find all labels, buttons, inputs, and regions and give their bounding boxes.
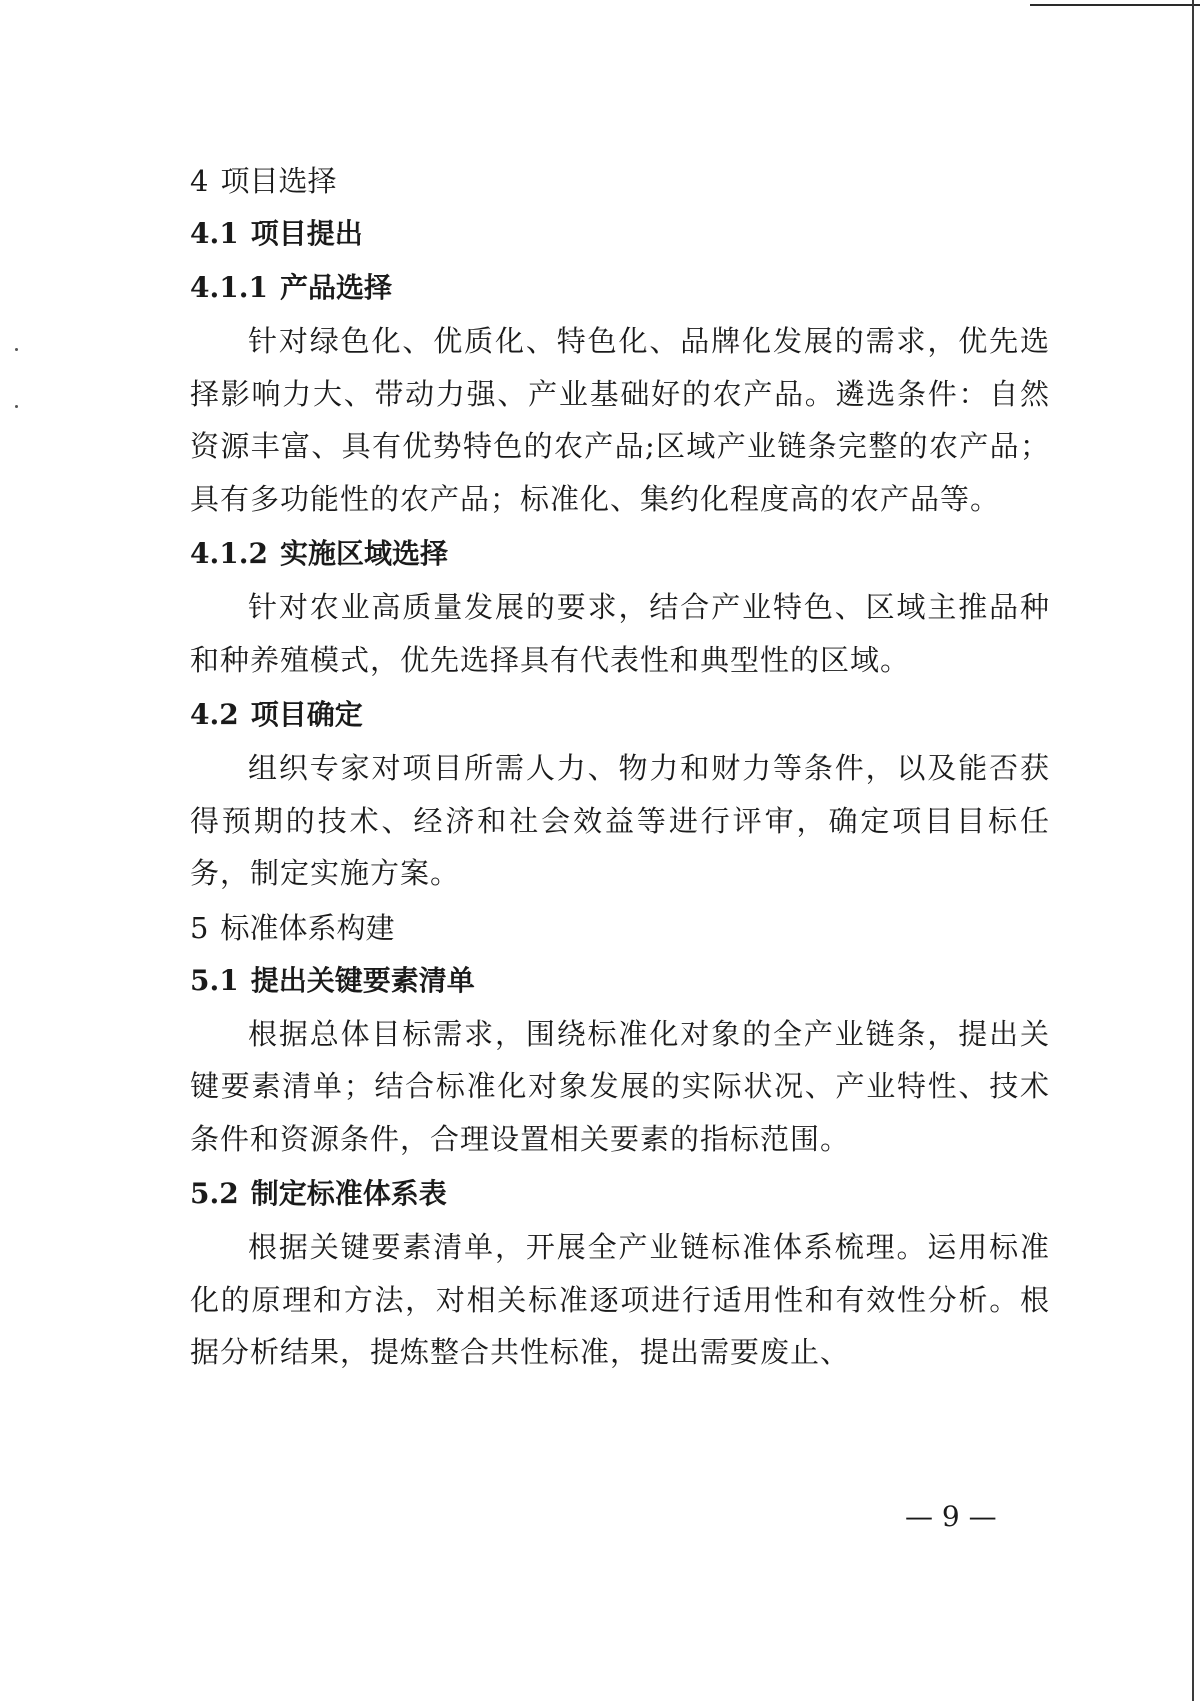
section-number: 5 xyxy=(190,910,209,945)
scan-artifact-right-edge xyxy=(1192,0,1194,1701)
scan-artifact-dot xyxy=(15,405,18,408)
subsection-heading xyxy=(190,1167,1050,1221)
subsection-heading xyxy=(190,954,1050,1008)
section-title: 项目确定 xyxy=(250,698,363,731)
document-page xyxy=(190,155,1050,1381)
body-paragraph: 根据关键要素清单，开展全产业链标准体系梳理。运用标准化的原理和方法，对相关标准逐项进行适用性和有效性分析。根据分析结果，提炼整合共性标准，提出需要废止、 xyxy=(190,1230,1050,1369)
scan-artifact-dot xyxy=(15,348,18,351)
section-number: 4.1.2 xyxy=(190,537,268,570)
section-heading xyxy=(190,155,1050,207)
section-title: 产品选择 xyxy=(279,271,392,304)
section-number: 4.2 xyxy=(190,698,239,731)
section-heading xyxy=(190,902,1050,954)
section-title: 项目提出 xyxy=(250,217,363,250)
page-number: — 9 — xyxy=(905,1500,997,1533)
section-number: 4.1 xyxy=(190,217,239,250)
section-number: 4 xyxy=(190,164,209,198)
subsection-heading xyxy=(190,207,1050,261)
section-number: 5.2 xyxy=(190,1177,239,1210)
subsection-heading xyxy=(190,688,1050,742)
subsection-heading xyxy=(190,527,1050,581)
section-title: 标准体系构建 xyxy=(220,910,395,945)
section-number: 4.1.1 xyxy=(190,271,268,304)
body-paragraph: 针对农业高质量发展的要求，结合产业特色、区域主推品种和种养殖模式，优先选择具有代表性和典型性的区域。 xyxy=(190,590,1050,677)
section-title: 项目选择 xyxy=(220,164,337,198)
section-title: 实施区域选择 xyxy=(279,537,448,570)
section-title: 制定标准体系表 xyxy=(250,1177,447,1210)
scan-artifact-top-line xyxy=(1030,4,1200,6)
section-title: 提出关键要素清单 xyxy=(250,963,475,997)
body-paragraph: 组织专家对项目所需人力、物力和财力等条件，以及能否获得预期的技术、经济和社会效益等进行评审，确定项目目标任务，制定实施方案。 xyxy=(190,751,1050,890)
section-number: 5.1 xyxy=(190,963,239,997)
body-paragraph: 针对绿色化、优质化、特色化、品牌化发展的需求，优先选择影响力大、带动力强、产业基础好的农产品。遴选条件：自然资源丰富、具有优势特色的农产品;区域产业链条完整的农产品；具有多功能性的农产品；标准化、集约化程度高的农产品等。 xyxy=(190,324,1050,516)
subsection-heading xyxy=(190,261,1050,315)
body-paragraph: 根据总体目标需求，围绕标准化对象的全产业链条，提出关键要素清单；结合标准化对象发展的实际状况、产业特性、技术条件和资源条件，合理设置相关要素的指标范围。 xyxy=(190,1016,1050,1156)
